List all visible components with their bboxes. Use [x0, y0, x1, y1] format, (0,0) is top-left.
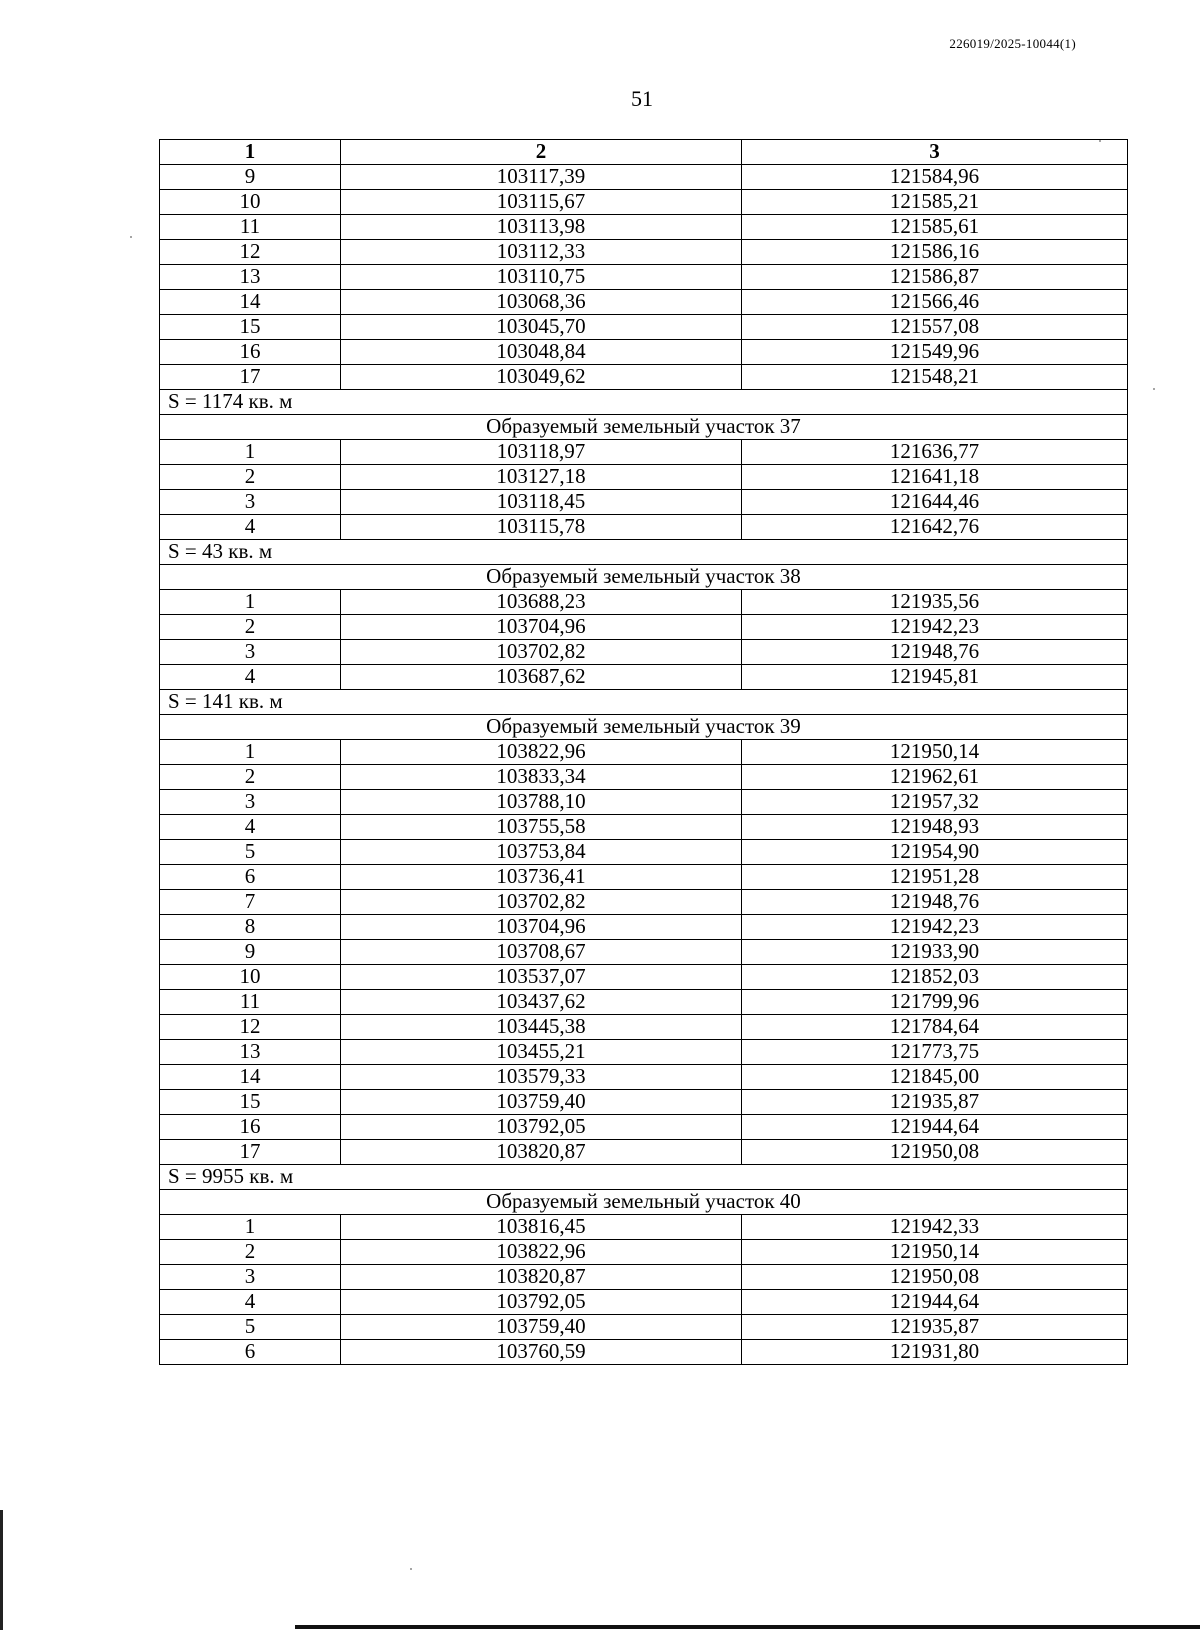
- x-coordinate-cell: 103736,41: [341, 865, 742, 890]
- section-title-row: [160, 1190, 1128, 1215]
- table-row: [160, 515, 1128, 540]
- table-row: [160, 215, 1128, 240]
- page-number: 51: [631, 86, 653, 111]
- x-coordinate-cell: 103127,18: [341, 465, 742, 490]
- table-row: [160, 765, 1128, 790]
- y-coordinate-cell: 121944,64: [742, 1115, 1128, 1140]
- section-title-row: [160, 565, 1128, 590]
- x-coordinate-cell: 103579,33: [341, 1065, 742, 1090]
- point-number-cell: 17: [160, 1140, 341, 1165]
- table-row: [160, 190, 1128, 215]
- table-row: [160, 1040, 1128, 1065]
- x-coordinate-cell: 103687,62: [341, 665, 742, 690]
- table-row: [160, 365, 1128, 390]
- table-row: [160, 890, 1128, 915]
- x-coordinate-cell: 103049,62: [341, 365, 742, 390]
- x-coordinate-cell: 103820,87: [341, 1140, 742, 1165]
- point-number-cell: 1: [160, 740, 341, 765]
- point-number-cell: 2: [160, 465, 341, 490]
- y-coordinate-cell: 121644,46: [742, 490, 1128, 515]
- x-coordinate-cell: 103759,40: [341, 1315, 742, 1340]
- table-row: [160, 1140, 1128, 1165]
- table-row: [160, 1215, 1128, 1240]
- section-title: Образуемый земельный участок 39: [160, 715, 1128, 740]
- point-number-cell: 12: [160, 1015, 341, 1040]
- point-number-cell: 6: [160, 865, 341, 890]
- point-number-cell: 1: [160, 440, 341, 465]
- area-value: S = 43 кв. м: [160, 540, 1128, 565]
- section-title: Образуемый земельный участок 40: [160, 1190, 1128, 1215]
- table-row: [160, 265, 1128, 290]
- y-coordinate-cell: 121950,14: [742, 740, 1128, 765]
- point-number-cell: 3: [160, 1265, 341, 1290]
- x-coordinate-cell: 103760,59: [341, 1340, 742, 1365]
- point-number-cell: 11: [160, 215, 341, 240]
- y-coordinate-cell: 121944,64: [742, 1290, 1128, 1315]
- x-coordinate-cell: 103117,39: [341, 165, 742, 190]
- table-row: [160, 440, 1128, 465]
- x-coordinate-cell: 103118,97: [341, 440, 742, 465]
- table-row: [160, 1340, 1128, 1365]
- point-number-cell: 12: [160, 240, 341, 265]
- table-row: [160, 590, 1128, 615]
- y-coordinate-cell: 121586,87: [742, 265, 1128, 290]
- table-row: [160, 965, 1128, 990]
- table-row: [160, 1315, 1128, 1340]
- point-number-cell: 2: [160, 615, 341, 640]
- y-coordinate-cell: 121566,46: [742, 290, 1128, 315]
- x-coordinate-cell: 103702,82: [341, 890, 742, 915]
- x-coordinate-cell: 103788,10: [341, 790, 742, 815]
- x-coordinate-cell: 103455,21: [341, 1040, 742, 1065]
- y-coordinate-cell: 121950,08: [742, 1265, 1128, 1290]
- x-coordinate-cell: 103115,78: [341, 515, 742, 540]
- table-row: [160, 940, 1128, 965]
- x-coordinate-cell: 103068,36: [341, 290, 742, 315]
- point-number-cell: 6: [160, 1340, 341, 1365]
- y-coordinate-cell: 121951,28: [742, 865, 1128, 890]
- table-row: [160, 740, 1128, 765]
- point-number-cell: 1: [160, 590, 341, 615]
- y-coordinate-cell: 121942,33: [742, 1215, 1128, 1240]
- y-coordinate-cell: 121549,96: [742, 340, 1128, 365]
- y-coordinate-cell: 121584,96: [742, 165, 1128, 190]
- point-number-cell: 5: [160, 840, 341, 865]
- y-coordinate-cell: 121931,80: [742, 1340, 1128, 1365]
- y-coordinate-cell: 121942,23: [742, 615, 1128, 640]
- y-coordinate-cell: 121954,90: [742, 840, 1128, 865]
- table-row: [160, 315, 1128, 340]
- point-number-cell: 13: [160, 1040, 341, 1065]
- x-coordinate-cell: 103833,34: [341, 765, 742, 790]
- y-coordinate-cell: 121852,03: [742, 965, 1128, 990]
- area-row: [160, 390, 1128, 415]
- y-coordinate-cell: 121962,61: [742, 765, 1128, 790]
- x-coordinate-cell: 103816,45: [341, 1215, 742, 1240]
- y-coordinate-cell: 121548,21: [742, 365, 1128, 390]
- point-number-cell: 11: [160, 990, 341, 1015]
- x-coordinate-cell: 103113,98: [341, 215, 742, 240]
- point-number-cell: 16: [160, 1115, 341, 1140]
- table-row: [160, 1065, 1128, 1090]
- y-coordinate-cell: 121773,75: [742, 1040, 1128, 1065]
- table-row: [160, 1265, 1128, 1290]
- table-row: [160, 640, 1128, 665]
- x-coordinate-cell: 103753,84: [341, 840, 742, 865]
- point-number-cell: 10: [160, 965, 341, 990]
- table-row: [160, 815, 1128, 840]
- y-coordinate-cell: 121636,77: [742, 440, 1128, 465]
- x-coordinate-cell: 103445,38: [341, 1015, 742, 1040]
- y-coordinate-cell: 121935,87: [742, 1315, 1128, 1340]
- table-row: [160, 165, 1128, 190]
- x-coordinate-cell: 103045,70: [341, 315, 742, 340]
- y-coordinate-cell: 121933,90: [742, 940, 1128, 965]
- section-title-row: [160, 415, 1128, 440]
- x-coordinate-cell: 103704,96: [341, 615, 742, 640]
- x-coordinate-cell: 103755,58: [341, 815, 742, 840]
- table-row: [160, 1090, 1128, 1115]
- scan-bottom-rule: [295, 1625, 1200, 1629]
- table-row: [160, 990, 1128, 1015]
- y-coordinate-cell: 121642,76: [742, 515, 1128, 540]
- y-coordinate-cell: 121845,00: [742, 1065, 1128, 1090]
- table-row: [160, 1240, 1128, 1265]
- area-value: S = 9955 кв. м: [160, 1165, 1128, 1190]
- y-coordinate-cell: 121585,21: [742, 190, 1128, 215]
- y-coordinate-cell: 121957,32: [742, 790, 1128, 815]
- table-row: [160, 1290, 1128, 1315]
- table-row: [160, 665, 1128, 690]
- scan-speck: [1153, 388, 1155, 390]
- x-coordinate-cell: 103688,23: [341, 590, 742, 615]
- y-coordinate-cell: 121950,08: [742, 1140, 1128, 1165]
- area-row: [160, 1165, 1128, 1190]
- point-number-cell: 4: [160, 815, 341, 840]
- point-number-cell: 14: [160, 290, 341, 315]
- x-coordinate-cell: 103704,96: [341, 915, 742, 940]
- x-coordinate-cell: 103112,33: [341, 240, 742, 265]
- x-coordinate-cell: 103702,82: [341, 640, 742, 665]
- y-coordinate-cell: 121935,87: [742, 1090, 1128, 1115]
- x-coordinate-cell: 103822,96: [341, 740, 742, 765]
- point-number-cell: 10: [160, 190, 341, 215]
- point-number-cell: 9: [160, 940, 341, 965]
- y-coordinate-cell: 121557,08: [742, 315, 1128, 340]
- table-body: [160, 165, 1128, 1365]
- scan-speck: [410, 1568, 412, 1570]
- section-title-row: [160, 715, 1128, 740]
- table-row: [160, 790, 1128, 815]
- column-header-1: 1: [160, 140, 341, 165]
- point-number-cell: 1: [160, 1215, 341, 1240]
- point-number-cell: 2: [160, 765, 341, 790]
- y-coordinate-cell: 121935,56: [742, 590, 1128, 615]
- point-number-cell: 9: [160, 165, 341, 190]
- point-number-cell: 3: [160, 640, 341, 665]
- table-row: [160, 865, 1128, 890]
- column-header-3: 3: [742, 140, 1128, 165]
- area-row: [160, 690, 1128, 715]
- y-coordinate-cell: 121948,76: [742, 640, 1128, 665]
- table-row: [160, 615, 1128, 640]
- point-number-cell: 3: [160, 790, 341, 815]
- section-title: Образуемый земельный участок 37: [160, 415, 1128, 440]
- scan-speck: [130, 236, 132, 238]
- area-value: S = 141 кв. м: [160, 690, 1128, 715]
- point-number-cell: 7: [160, 890, 341, 915]
- point-number-cell: 3: [160, 490, 341, 515]
- table-row: [160, 1015, 1128, 1040]
- point-number-cell: 4: [160, 1290, 341, 1315]
- y-coordinate-cell: 121948,93: [742, 815, 1128, 840]
- point-number-cell: 14: [160, 1065, 341, 1090]
- x-coordinate-cell: 103110,75: [341, 265, 742, 290]
- table-row: [160, 240, 1128, 265]
- x-coordinate-cell: 103537,07: [341, 965, 742, 990]
- section-title: Образуемый земельный участок 38: [160, 565, 1128, 590]
- x-coordinate-cell: 103759,40: [341, 1090, 742, 1115]
- y-coordinate-cell: 121950,14: [742, 1240, 1128, 1265]
- point-number-cell: 16: [160, 340, 341, 365]
- y-coordinate-cell: 121942,23: [742, 915, 1128, 940]
- table-row: [160, 290, 1128, 315]
- y-coordinate-cell: 121948,76: [742, 890, 1128, 915]
- scan-edge-mark: [0, 1510, 3, 1630]
- table-row: [160, 490, 1128, 515]
- point-number-cell: 2: [160, 1240, 341, 1265]
- area-row: [160, 540, 1128, 565]
- table-row: [160, 340, 1128, 365]
- table-header-row: [160, 140, 1128, 165]
- y-coordinate-cell: 121784,64: [742, 1015, 1128, 1040]
- x-coordinate-cell: 103048,84: [341, 340, 742, 365]
- scan-speck: [1099, 140, 1101, 142]
- x-coordinate-cell: 103792,05: [341, 1115, 742, 1140]
- x-coordinate-cell: 103437,62: [341, 990, 742, 1015]
- table-row: [160, 915, 1128, 940]
- coordinates-table: [159, 139, 1128, 1365]
- table-row: [160, 465, 1128, 490]
- y-coordinate-cell: 121799,96: [742, 990, 1128, 1015]
- point-number-cell: 15: [160, 315, 341, 340]
- point-number-cell: 4: [160, 515, 341, 540]
- document-id: 226019/2025-10044(1): [949, 36, 1076, 51]
- area-value: S = 1174 кв. м: [160, 390, 1128, 415]
- x-coordinate-cell: 103118,45: [341, 490, 742, 515]
- column-header-2: 2: [341, 140, 742, 165]
- point-number-cell: 17: [160, 365, 341, 390]
- x-coordinate-cell: 103792,05: [341, 1290, 742, 1315]
- point-number-cell: 5: [160, 1315, 341, 1340]
- y-coordinate-cell: 121945,81: [742, 665, 1128, 690]
- y-coordinate-cell: 121641,18: [742, 465, 1128, 490]
- point-number-cell: 4: [160, 665, 341, 690]
- x-coordinate-cell: 103708,67: [341, 940, 742, 965]
- y-coordinate-cell: 121586,16: [742, 240, 1128, 265]
- point-number-cell: 8: [160, 915, 341, 940]
- table-row: [160, 840, 1128, 865]
- point-number-cell: 13: [160, 265, 341, 290]
- table-row: [160, 1115, 1128, 1140]
- y-coordinate-cell: 121585,61: [742, 215, 1128, 240]
- point-number-cell: 15: [160, 1090, 341, 1115]
- x-coordinate-cell: 103115,67: [341, 190, 742, 215]
- x-coordinate-cell: 103820,87: [341, 1265, 742, 1290]
- x-coordinate-cell: 103822,96: [341, 1240, 742, 1265]
